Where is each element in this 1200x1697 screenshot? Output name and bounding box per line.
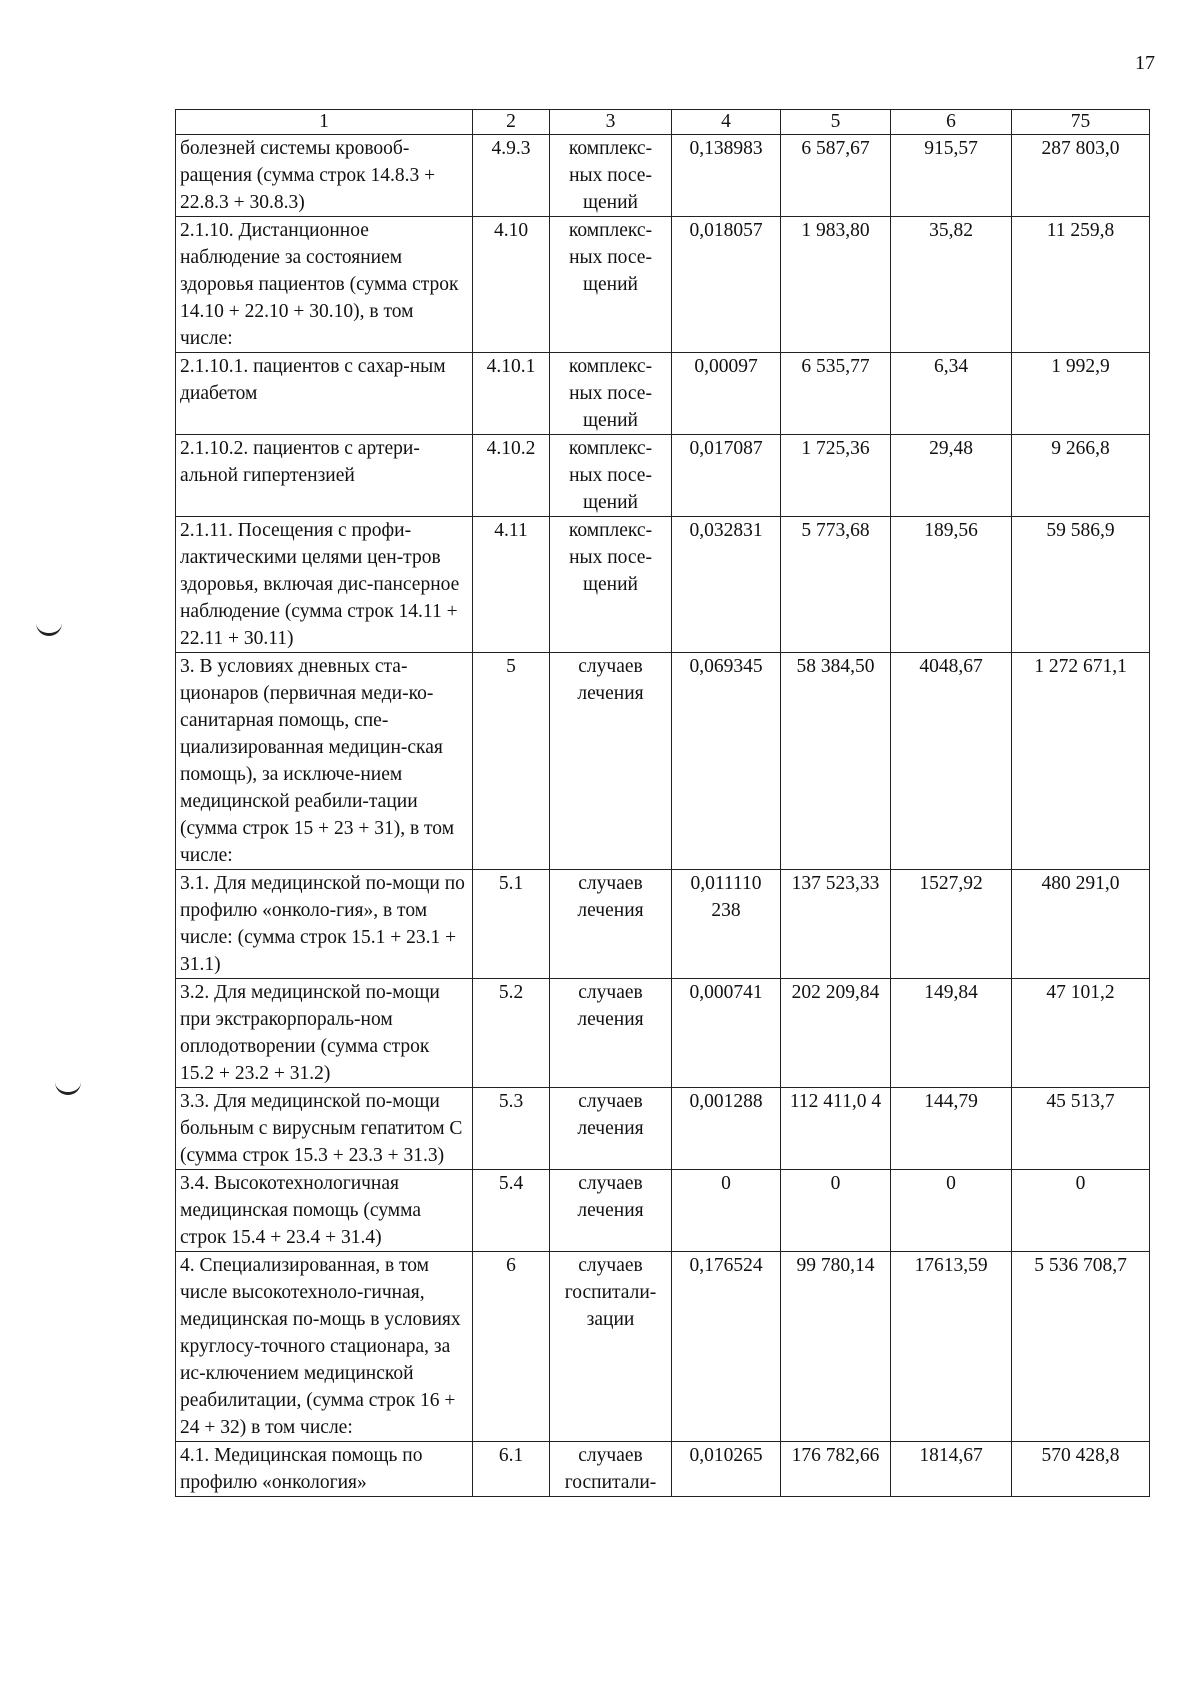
table-cell: комплекс-ных посе-щений	[550, 517, 672, 653]
page-number: 17	[1135, 52, 1155, 74]
table-cell: 0,176524	[672, 1252, 781, 1442]
table-cell: 2.1.10.2. пациентов с артери-альной гипертензией	[176, 435, 473, 517]
table-cell: 6	[473, 1252, 550, 1442]
table-cell: 5.1	[473, 870, 550, 979]
table-cell: 6.1	[473, 1442, 550, 1497]
table-cell: комплекс-ных посе-щений	[550, 135, 672, 217]
table-cell: 480 291,0	[1012, 870, 1150, 979]
table-cell: 4.9.3	[473, 135, 550, 217]
table-row	[176, 353, 1150, 435]
table-cell: случаев госпитали-зации	[550, 1252, 672, 1442]
table-row	[176, 435, 1150, 517]
table-cell: 17613,59	[891, 1252, 1012, 1442]
table-cell: 189,56	[891, 517, 1012, 653]
table-cell: 915,57	[891, 135, 1012, 217]
table-cell: 149,84	[891, 979, 1012, 1088]
header-cell: 2	[473, 110, 550, 135]
table-cell: 0,017087	[672, 435, 781, 517]
data-table	[175, 109, 1150, 1497]
table-cell: 4.10	[473, 217, 550, 353]
table-cell: 287 803,0	[1012, 135, 1150, 217]
scan-mark-icon	[55, 1082, 81, 1095]
table-cell: 5.2	[473, 979, 550, 1088]
table-cell: 112 411,0 4	[781, 1088, 891, 1170]
table-cell: 176 782,66	[781, 1442, 891, 1497]
table-cell: 4.1. Медицинская помощь по профилю «онкология»	[176, 1442, 473, 1497]
table-cell: 0,010265	[672, 1442, 781, 1497]
table-cell: 0	[891, 1170, 1012, 1252]
table-cell: 1 983,80	[781, 217, 891, 353]
table-cell: 59 586,9	[1012, 517, 1150, 653]
table-cell: 5.3	[473, 1088, 550, 1170]
table-cell: 137 523,33	[781, 870, 891, 979]
table-row	[176, 1088, 1150, 1170]
header-cell: 6	[891, 110, 1012, 135]
table-cell: 1 725,36	[781, 435, 891, 517]
table-row	[176, 979, 1150, 1088]
table-row	[176, 1442, 1150, 1497]
table-row	[176, 217, 1150, 353]
table-cell: 11 259,8	[1012, 217, 1150, 353]
table-cell: 45 513,7	[1012, 1088, 1150, 1170]
table-cell: 1814,67	[891, 1442, 1012, 1497]
table-cell: 0	[672, 1170, 781, 1252]
table-cell: 2.1.11. Посещения с профи-лактическими целями цен-тров здоровья, включая дис-пансерное наблюдение (сумма строк 14.11 + 22.11 + 30.11)	[176, 517, 473, 653]
table-cell: 0,001288	[672, 1088, 781, 1170]
table-cell: 202 209,84	[781, 979, 891, 1088]
table-cell: 3.3. Для медицинской по-мощи больным с вирусным гепатитом С (сумма строк 15.3 + 23.3 + 31.3)	[176, 1088, 473, 1170]
table-cell: 0,032831	[672, 517, 781, 653]
table-row	[176, 870, 1150, 979]
table-cell: 5 536 708,7	[1012, 1252, 1150, 1442]
table-cell: 0,00097	[672, 353, 781, 435]
table-cell: болезней системы кровооб-ращения (сумма строк 14.8.3 + 22.8.3 + 30.8.3)	[176, 135, 473, 217]
table-cell: 3.1. Для медицинской по-мощи по профилю «онколо-гия», в том числе: (сумма строк 15.1 + 23.1 + 31.1)	[176, 870, 473, 979]
table-cell: комплекс-ных посе-щений	[550, 217, 672, 353]
table-cell: 144,79	[891, 1088, 1012, 1170]
table-cell: 3. В условиях дневных ста-ционаров (первичная меди-ко-санитарная помощь, спе-циализированная медицин-ская помощь), за исключе-нием медицинской реабили-тации (сумма строк 15 + 23 + 31), в том числе:	[176, 653, 473, 870]
table-row	[176, 135, 1150, 217]
table-cell: комплекс-ных посе-щений	[550, 353, 672, 435]
table-cell: 1 272 671,1	[1012, 653, 1150, 870]
header-cell: 3	[550, 110, 672, 135]
table-cell: 5 773,68	[781, 517, 891, 653]
table-cell: 4048,67	[891, 653, 1012, 870]
table-cell: случаев лечения	[550, 653, 672, 870]
table-row	[176, 653, 1150, 870]
table-cell: 5.4	[473, 1170, 550, 1252]
table-cell: 1 992,9	[1012, 353, 1150, 435]
table-cell: 35,82	[891, 217, 1012, 353]
table-cell: 2.1.10. Дистанционное наблюдение за состоянием здоровья пациентов (сумма строк 14.10 + 22.10 + 30.10), в том числе:	[176, 217, 473, 353]
table-cell: случаев лечения	[550, 979, 672, 1088]
table-row	[176, 517, 1150, 653]
table-cell: 3.4. Высокотехнологичная медицинская помощь (сумма строк 15.4 + 23.4 + 31.4)	[176, 1170, 473, 1252]
table-cell: 29,48	[891, 435, 1012, 517]
table-cell: 2.1.10.1. пациентов с сахар-ным диабетом	[176, 353, 473, 435]
table-cell: 0,138983	[672, 135, 781, 217]
table-cell: 1527,92	[891, 870, 1012, 979]
table-cell: 4.11	[473, 517, 550, 653]
table-cell: 4.10.1	[473, 353, 550, 435]
table-cell: 0,018057	[672, 217, 781, 353]
table-cell: 6 535,77	[781, 353, 891, 435]
table-cell: 0,000741	[672, 979, 781, 1088]
scan-mark-icon	[36, 623, 62, 636]
table-cell: комплекс-ных посе-щений	[550, 435, 672, 517]
table-cell: 0,069345	[672, 653, 781, 870]
table-cell: 9 266,8	[1012, 435, 1150, 517]
table-row	[176, 1170, 1150, 1252]
header-cell: 5	[781, 110, 891, 135]
header-cell: 1	[176, 110, 473, 135]
table-header-row	[176, 110, 1150, 135]
table-cell: случаев лечения	[550, 1088, 672, 1170]
table-cell: 58 384,50	[781, 653, 891, 870]
header-cell: 75	[1012, 110, 1150, 135]
table-cell: случаев госпитали-	[550, 1442, 672, 1497]
table-cell: 6,34	[891, 353, 1012, 435]
table-cell: 0	[781, 1170, 891, 1252]
table-cell: 0,011110 238	[672, 870, 781, 979]
table-cell: 6 587,67	[781, 135, 891, 217]
table-cell: случаев лечения	[550, 870, 672, 979]
table-cell: 0	[1012, 1170, 1150, 1252]
table-cell: 4.10.2	[473, 435, 550, 517]
table-cell: 5	[473, 653, 550, 870]
table-cell: 3.2. Для медицинской по-мощи при экстракорпораль-ном оплодотворении (сумма строк 15.2 + 23.2 + 31.2)	[176, 979, 473, 1088]
table-cell: 570 428,8	[1012, 1442, 1150, 1497]
table-cell: 47 101,2	[1012, 979, 1150, 1088]
header-cell: 4	[672, 110, 781, 135]
table-row	[176, 1252, 1150, 1442]
table-cell: случаев лечения	[550, 1170, 672, 1252]
table-cell: 99 780,14	[781, 1252, 891, 1442]
table-cell: 4. Специализированная, в том числе высокотехноло-гичная, медицинская по-мощь в условиях круглосу-точного стационара, за ис-ключением медицинской реабилитации, (сумма строк 16 + 24 + 32) в том числе:	[176, 1252, 473, 1442]
